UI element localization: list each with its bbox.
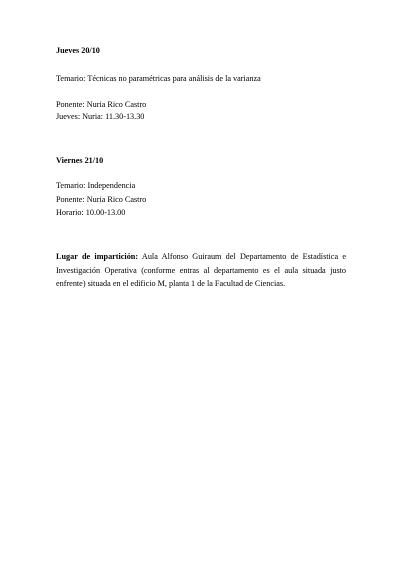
location-text: Aula Alfonso Guiraum del Departamento de Estadística e Investigación Operativa (conforme entras al departamento es el aula situada justo enfrente) situada en el edificio M, planta 1 de la Facultad de Ciencias. bbox=[56, 252, 346, 288]
section-temario-jueves: Temario: Técnicas no paramétricas para análisis de la varianza bbox=[56, 74, 261, 83]
section-ponente-viernes: Ponente: Nuria Rico Castro bbox=[56, 195, 147, 204]
section-horario-jueves: Jueves: Nuria: 11.30-13.30 bbox=[56, 112, 145, 121]
section-horario-viernes: Horario: 10.00-13.00 bbox=[56, 208, 126, 217]
section-heading-viernes: Viernes 21/10 bbox=[56, 156, 104, 165]
section-temario-viernes: Temario: Independencia bbox=[56, 181, 136, 190]
location-paragraph bbox=[56, 250, 346, 291]
location-label: Lugar de impartición: bbox=[56, 252, 139, 261]
section-heading-jueves: Jueves 20/10 bbox=[56, 46, 100, 55]
section-ponente-jueves: Ponente: Nuria Rico Castro bbox=[56, 100, 147, 109]
